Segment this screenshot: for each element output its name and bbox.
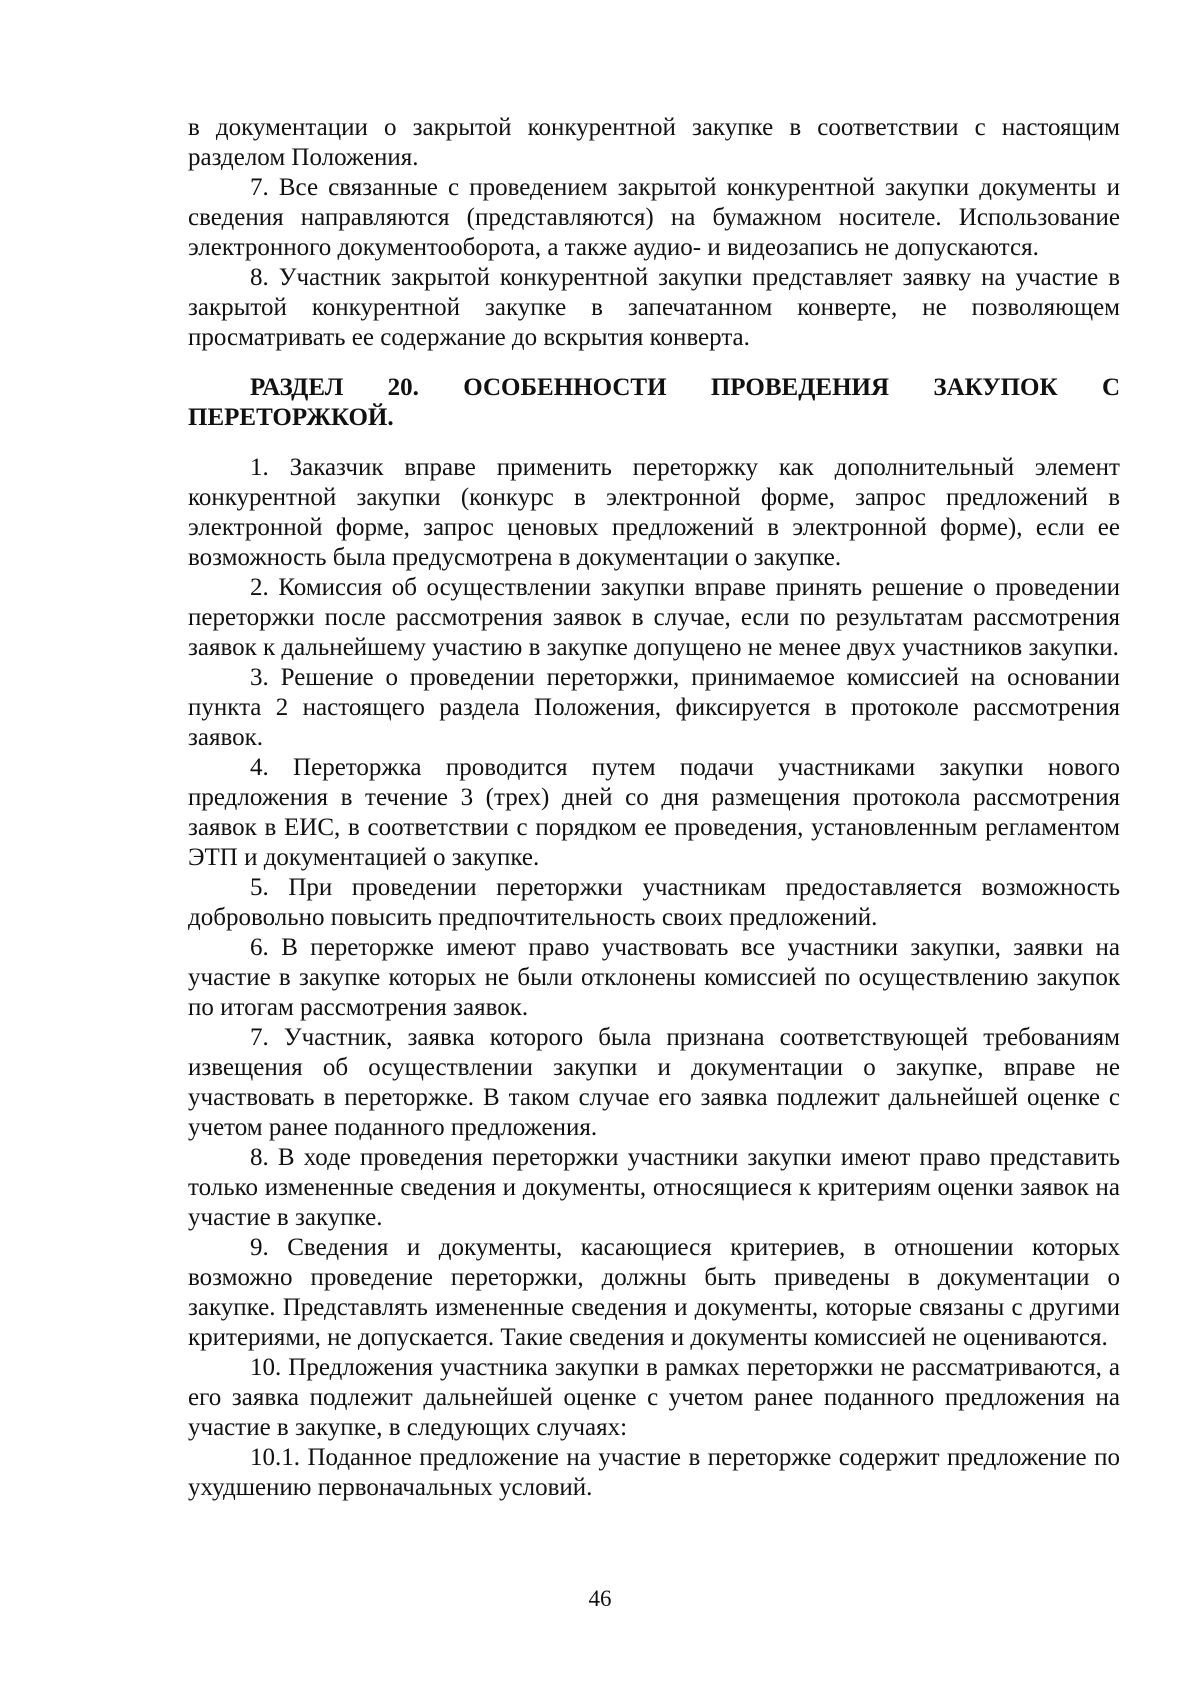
paragraph-item-7b: 7. Участник, заявка которого была признана соответствующей требованиям извещения об осуществлении закупки и документации о закупке, вправе не участвовать в переторжке. В таком случае его заявка подлежит дальнейшей оценке с учетом ранее поданного предложения. [188,1024,1120,1141]
paragraph-item-9: 9. Сведения и документы, касающиеся критериев, в отношении которых возможно проведение переторжки, должны быть приведены в документации о закупке. Представлять измененные сведения и документы, которые связаны с другими критериями, не допускается. Такие сведения и документы комиссией не оцениваются. [188,1234,1120,1351]
paragraph-item-10: 10. Предложения участника закупки в рамках переторжки не рассматриваются, а его заявка подлежит дальнейшей оценке с учетом ранее поданного предложения на участие в закупке, в следующих случаях: [188,1354,1120,1441]
document-page [188,113,1120,1503]
paragraph-item-8b: 8. В ходе проведения переторжки участники закупки имеют право представить только измененные сведения и документы, относящиеся к критериям оценки заявок на участие в закупке. [188,1144,1120,1231]
paragraph-item-4: 4. Переторжка проводится путем подачи участниками закупки нового предложения в течение 3 (трех) дней со дня размещения протокола рассмотрения заявок в ЕИС, в соответствии с порядком ее проведения, установленным регламентом ЭТП и документацией о закупке. [188,754,1120,871]
paragraph-item-7: 7. Все связанные с проведением закрытой конкурентной закупки документы и сведения направляются (представляются) на бумажном носителе. Использование электронного документооборота, а также аудио- и видеозапись не допускаются. [188,174,1120,261]
paragraph-item-6: 6. В переторжке имеют право участвовать все участники закупки, заявки на участие в закупке которых не были отклонены комиссией по осуществлению закупок по итогам рассмотрения заявок. [188,934,1120,1021]
paragraph-item-8: 8. Участник закрытой конкурентной закупки представляет заявку на участие в закрытой конкурентной закупке в запечатанном конверте, не позволяющем просматривать ее содержание до вскрытия конверта. [188,264,1120,351]
paragraph-item-3: 3. Решение о проведении переторжки, принимаемое комиссией на основании пункта 2 настоящего раздела Положения, фиксируется в протоколе рассмотрения заявок. [188,664,1120,751]
section-heading: РАЗДЕЛ 20. ОСОБЕННОСТИ ПРОВЕДЕНИЯ ЗАКУПОК С ПЕРЕТОРЖКОЙ. [188,374,1120,431]
paragraph-item-5: 5. При проведении переторжки участникам предоставляется возможность добровольно повысить предпочтительность своих предложений. [188,874,1120,931]
paragraph-item-2: 2. Комиссия об осуществлении закупки вправе принять решение о проведении переторжки после рассмотрения заявок в случае, если по результатам рассмотрения заявок к дальнейшему участию в закупке допущено не менее двух участников закупки. [188,574,1120,661]
paragraph-continuation: в документации о закрытой конкурентной закупке в соответствии с настоящим разделом Положения. [188,114,1120,171]
paragraph-item-1: 1. Заказчик вправе применить переторжку как дополнительный элемент конкурентной закупки (конкурс в электронной форме, запрос предложений в электронной форме, запрос ценовых предложений в электронной форме), если ее возможность была предусмотрена в документации о закупке. [188,454,1120,571]
paragraph-item-10-1: 10.1. Поданное предложение на участие в переторжке содержит предложение по ухудшению первоначальных условий. [188,1444,1120,1501]
page-number: 46 [588,1586,612,1611]
